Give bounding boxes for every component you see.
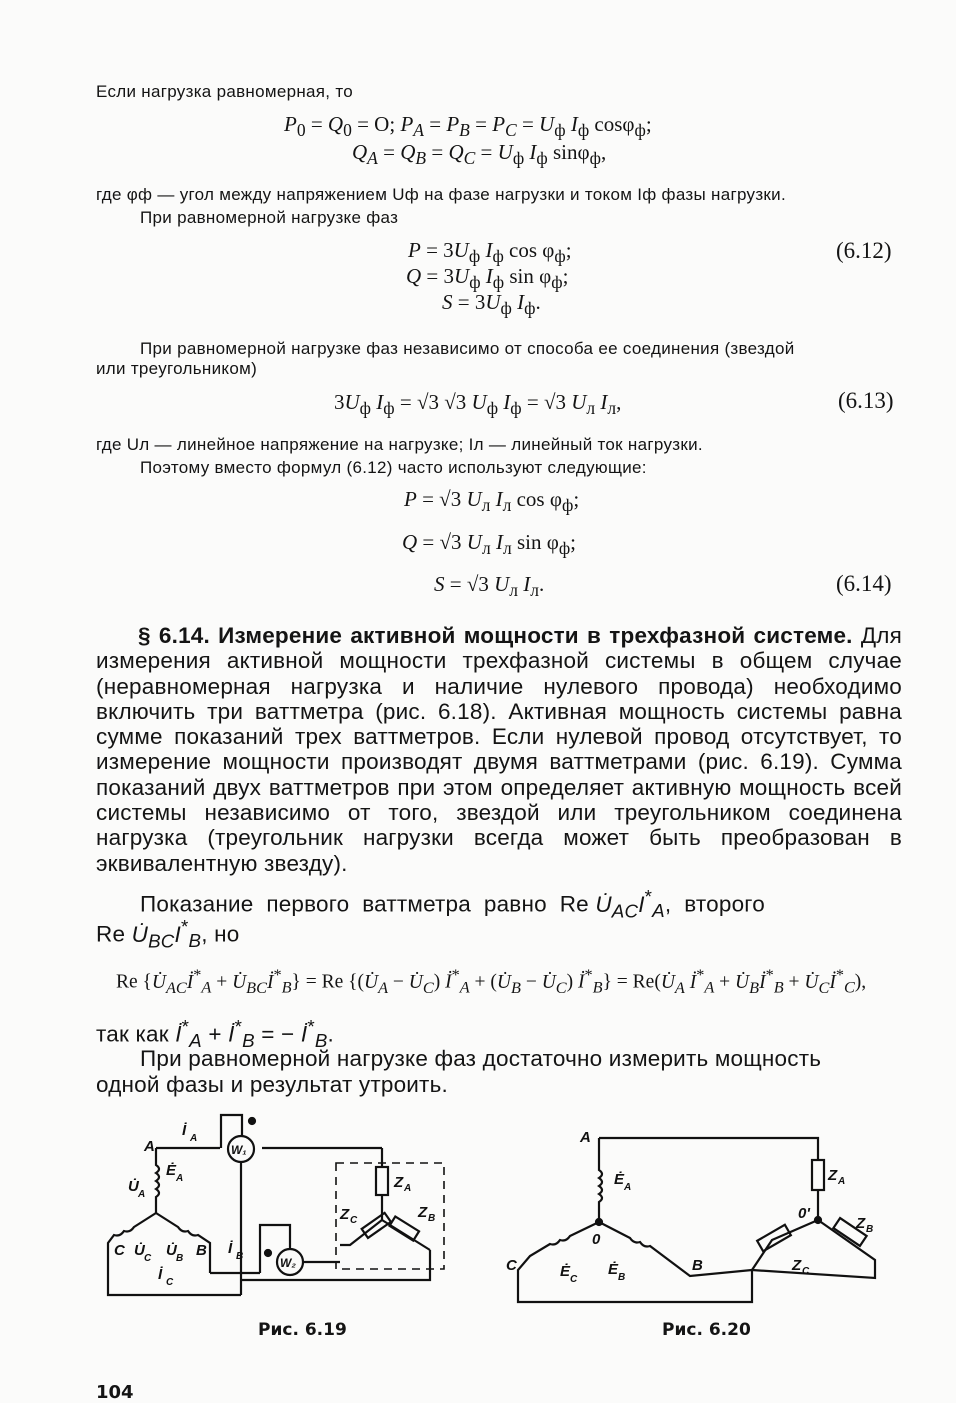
- svg-text:C: C: [350, 1215, 358, 1226]
- label-EA: Ė: [614, 1171, 625, 1188]
- label-ZB: Z: [856, 1215, 866, 1232]
- label-EA: Ė: [166, 1162, 177, 1179]
- figure-6-20-caption: Рис. 6.20: [662, 1320, 751, 1340]
- label-ZC: Z: [340, 1206, 350, 1223]
- label-W1: W₁: [231, 1143, 247, 1157]
- eq14-line1: P = √3 $U_л$ $I_л$ $\cos \varphi_ф$;: [404, 487, 580, 516]
- para2-line1: При равномерной нагрузке фаз независимо от способа ее соединения (звездой: [140, 339, 795, 358]
- eq13-line: $3U_ф$ $I_ф = √3$ √3 $U_ф$ $I_ф = √3$ $U_л$ $I_л$,: [334, 390, 622, 419]
- svg-text:A: A: [176, 1173, 184, 1184]
- label-ZA: Z: [828, 1167, 838, 1184]
- label-C: C: [506, 1257, 517, 1274]
- svg-text:C: C: [144, 1253, 152, 1264]
- formula-q: $Q_A = Q_B = Q_C = U_ф$ $I_ф$ sinφ$_ф$,: [352, 140, 607, 169]
- phase-b-wire: [599, 1222, 752, 1276]
- label-A: A: [144, 1138, 155, 1155]
- svg-text:A: A: [190, 1133, 198, 1144]
- intro-text: Если нагрузка равномерная, то: [96, 82, 354, 101]
- figure-6-20: [500, 1120, 890, 1310]
- label-B: B: [692, 1257, 703, 1274]
- label-UB: U̇: [166, 1242, 177, 1259]
- label-ZA: Z: [394, 1174, 404, 1191]
- svg-text:C: C: [570, 1274, 578, 1285]
- resistor-zb: [389, 1216, 419, 1240]
- eq12-line2: $Q = 3U_ф$ $I_ф$ $\sin \varphi_ф$;: [406, 264, 569, 293]
- label-UC: U̇: [134, 1242, 145, 1259]
- label-C: C: [114, 1242, 125, 1259]
- eq12-line1: $P = 3U_ф$ $I_ф$ $\cos \varphi_ф$;: [408, 238, 572, 267]
- svg-text:A: A: [624, 1182, 632, 1193]
- svg-text:A: A: [138, 1189, 146, 1200]
- label-ZB: Z: [418, 1204, 428, 1221]
- para2-line2: или треугольником): [96, 359, 258, 378]
- section-text: Для измерения активной мощности трехфазной системы в общем случае (неравномерная нагрузка и наличие нулевого провода) необходимо включить три ваттметра (рис. 6.18). Активная мощность системы равна сумме показаний трех ваттметров. Если нулевой провод отсутствует, то измерение мощности производят двумя ваттметрами (рис. 6.19). Сумма показаний двух ваттметров при этом определяет активную мощность всей системы независимо от того, звездой или треугольником соединена нагрузка (треугольник нагрузки всегда может быть преобразован в эквивалентную звезду).: [96, 623, 902, 876]
- svg-text:A: A: [838, 1176, 846, 1187]
- uniform-phases-text: При равномерной нагрузке фаз: [140, 208, 399, 227]
- long-equation: Re {$U̇_{AC}İ^*_A$ + $U̇_{BC}İ^*_B\} = Re$ {($U̇_A$ − $U̇_C$) $İ^*_A$ + ($U̇_B$ − $U̇_C$) $İ^*_B$} = $Re(U̇_A$ $İ^*_A$ + $U̇_Bİ^*_B$ + $U̇_Cİ^*_C$),: [116, 966, 867, 997]
- coil-ea: [599, 1138, 602, 1222]
- reading-line1: Показание первого ваттметра равно Re $U̇_{AC}I^*_A$, второго: [140, 886, 765, 921]
- final-line1: При равномерной нагрузке фаз достаточно измерить мощность: [140, 1046, 822, 1071]
- figure-6-19: [100, 1105, 450, 1305]
- eq13-number: (6.13): [838, 388, 894, 413]
- eq14-number: (6.14): [836, 571, 892, 596]
- reading-line2: Re $U̇_{BC}I^*_B$, но: [96, 916, 240, 951]
- section-heading: § 6.14. Измерение активной мощности в трехфазной системе.: [138, 623, 853, 648]
- label-IA: İ: [182, 1122, 187, 1139]
- figure-6-19-caption: Рис. 6.19: [258, 1320, 347, 1340]
- since-line: так как $İ^*_A$ + $İ^*_B$ = − $İ^*_B$.: [96, 1016, 334, 1051]
- svg-text:B: B: [236, 1251, 244, 1262]
- resistor-za: [376, 1167, 388, 1195]
- svg-text:B: B: [618, 1272, 626, 1283]
- label-W2: W₂: [280, 1256, 296, 1270]
- final-line2: одной фазы и результат утроить.: [96, 1072, 448, 1097]
- label-ZC: Z: [792, 1257, 802, 1274]
- resistor-za: [812, 1160, 824, 1190]
- label-EB: Ė: [608, 1261, 619, 1278]
- svg-text:C: C: [166, 1277, 174, 1288]
- eq14-line3: S = √3 $U_л$ $I_л$.: [434, 572, 545, 601]
- coil-a: [156, 1148, 159, 1213]
- eq12-line3: $S = 3U_ф$ $I_ф$.: [442, 290, 541, 319]
- formula-p0: $P_0 = Q_0 = O$; $P_A = P_B = P_C = U_ф$ $I_ф$ cosφ$_ф$;: [284, 112, 652, 141]
- label-A: A: [580, 1129, 591, 1146]
- svg-text:B: B: [176, 1253, 184, 1264]
- label-EC: Ė: [560, 1263, 571, 1280]
- svg-text:B: B: [866, 1224, 874, 1235]
- label-UA: U̇: [128, 1178, 139, 1195]
- wire-a: [599, 1138, 818, 1160]
- label-IC: İ: [158, 1266, 163, 1283]
- w2-dot: [265, 1250, 271, 1256]
- svg-text:C: C: [802, 1266, 810, 1277]
- therefore-text: Поэтому вместо формул (6.12) часто используют следующие:: [140, 458, 647, 477]
- svg-text:A: A: [404, 1183, 412, 1194]
- w1-dot: [249, 1118, 255, 1124]
- label-0: 0: [592, 1231, 601, 1248]
- page-number: 104: [96, 1382, 134, 1403]
- label-0prime: 0': [798, 1205, 810, 1222]
- eq12-number: (6.12): [836, 238, 892, 263]
- eq14-line2: Q = √3 $U_л$ $I_л$ $\sin \varphi_ф$;: [402, 530, 577, 559]
- label-IB: İ: [228, 1240, 233, 1257]
- where-phi-text: где φф — угол между напряжением Uф на фазе нагрузки и током Iф фазы нагрузки.: [96, 185, 786, 204]
- svg-text:B: B: [428, 1213, 436, 1224]
- section-paragraph: [96, 623, 902, 876]
- label-B: B: [196, 1242, 207, 1259]
- where-ul-text: где Uл — линейное напряжение на нагрузке; Iл — линейный ток нагрузки.: [96, 435, 703, 454]
